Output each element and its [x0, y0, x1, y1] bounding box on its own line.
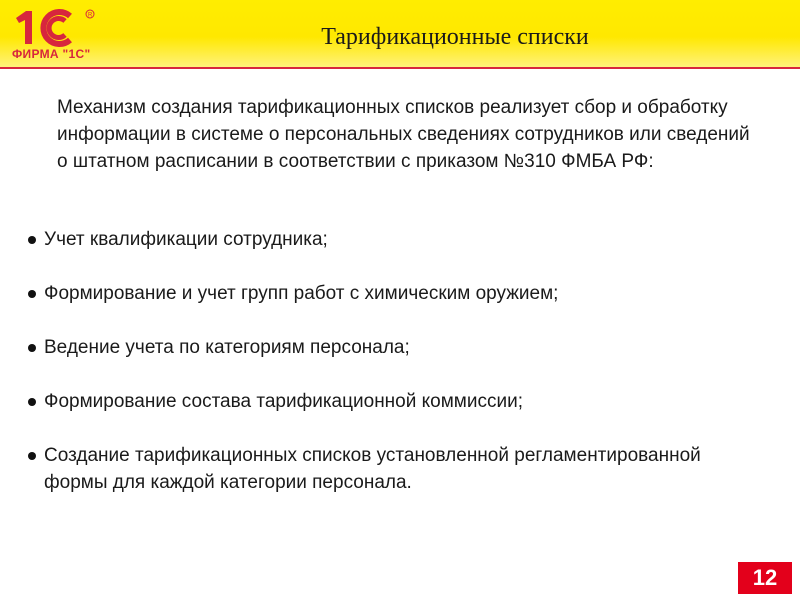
list-item-text: Ведение учета по категориям персонала;	[44, 337, 410, 358]
list-item	[25, 334, 765, 361]
page-title: Тарификационные списки	[321, 24, 589, 50]
header-bar	[0, 0, 800, 67]
header-divider	[0, 67, 800, 69]
list-item	[25, 388, 765, 415]
bullet-icon	[28, 290, 36, 298]
list-item-text: Формирование и учет групп работ с химическим оружием;	[44, 283, 559, 304]
list-item-text: Создание тарификационных списков установленной регламентированной формы для каждой категории персонала.	[44, 445, 701, 493]
list-item-text: Учет квалификации сотрудника;	[44, 229, 328, 250]
svg-text:R: R	[88, 12, 93, 19]
list-item	[25, 226, 765, 253]
feature-list	[25, 226, 765, 523]
list-item-text: Формирование состава тарификационной коммиссии;	[44, 391, 523, 412]
logo-caption: ФИРМА "1С"	[12, 47, 91, 61]
list-item	[25, 280, 765, 307]
bullet-icon	[28, 398, 36, 406]
bullet-icon	[28, 344, 36, 352]
page-number-badge: 12	[738, 562, 792, 594]
list-item	[25, 442, 765, 496]
bullet-icon	[28, 452, 36, 460]
bullet-icon	[28, 236, 36, 244]
intro-paragraph: Механизм создания тарификационных списков реализует сбор и обработку информации в системе о персональных сведениях сотрудников или сведений о штатном расписании в соответствии с приказом №310 ФМБА РФ:	[57, 97, 750, 172]
